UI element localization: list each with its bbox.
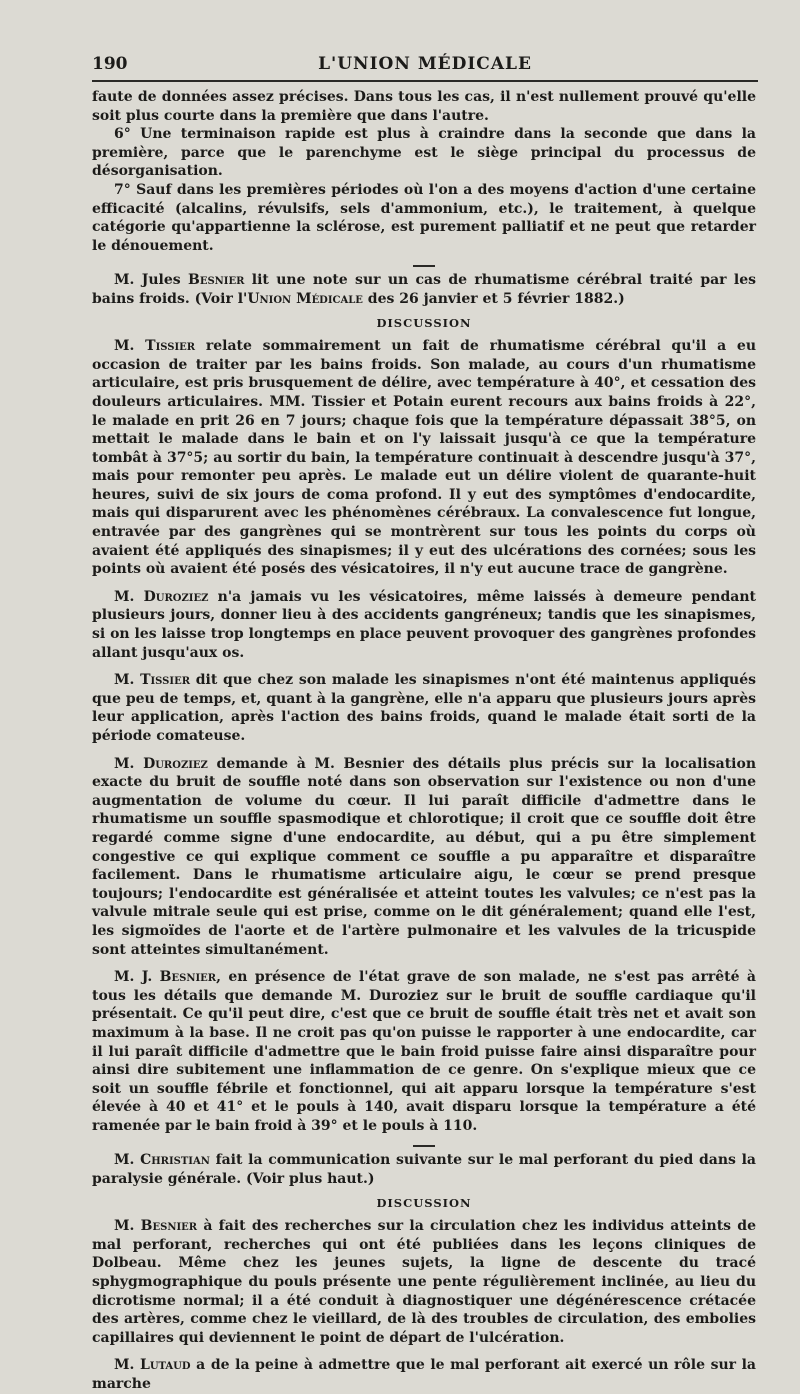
- paragraph-conclusion-7: 7° Sauf dans les premières périodes où l'on a des moyens d'action d'une certaine efficacité (alcalins, révulsifs, sels d'ammonium, etc.), le traitement, à quelque catégorie qu'appartienne la sclérose, est purement palliatif et ne peut que retarder le dénouement.: [92, 181, 756, 254]
- paragraph-duroziez-question: [92, 755, 756, 960]
- speaker-name: Lutaud: [139, 1357, 191, 1374]
- paragraph-tissier-reply: [92, 671, 756, 745]
- speaker-name: Besnier: [187, 272, 245, 289]
- paragraph-besnier-reply: [92, 968, 756, 1135]
- discussion-heading: DISCUSSION: [376, 1195, 472, 1210]
- speaker-prefix: M.: [114, 1357, 140, 1374]
- paragraph-conclusion-6: 6° Une terminaison rapide est plus à craindre dans la seconde que dans la première, parce que le parenchyme est le siège principal du processus de désorganisation.: [92, 126, 756, 180]
- paragraph-text: lit une note sur un cas de rhumatisme cérébral traité par les bains froids. (Voir l': [92, 272, 757, 307]
- journal-title: L'UNION MÉDICALE: [318, 54, 532, 74]
- speaker-name: Besnier: [140, 1218, 198, 1235]
- paragraph-1: faute de données assez précises. Dans tous les cas, il n'est nullement prouvé qu'elle soit plus courte dans la première que dans l'autre.: [92, 89, 756, 124]
- speaker-prefix: M.: [114, 672, 141, 689]
- article-body: [92, 88, 756, 1394]
- discussion-heading: DISCUSSION: [376, 315, 472, 330]
- speaker-prefix: M.: [114, 1218, 141, 1235]
- speaker-prefix: M.: [114, 338, 146, 355]
- speaker-name: Christian: [140, 1152, 210, 1169]
- paragraph-text: des 26 janvier et 5 février 1882.): [362, 290, 625, 307]
- paragraph-lutaud: [92, 1356, 756, 1393]
- speaker-prefix: M. Jules: [114, 272, 188, 289]
- paragraph-text: fait la communication suivante sur le mal perforant du pied dans la paralysie générale. (Voir plus haut.): [92, 1152, 756, 1188]
- paragraph-text: n'a jamais vu les vésicatoires, même laissés à demeure pendant plusieurs jours, donner lieu à des accidents gangréneux; tandis que les sinapismes, si on les laisse trop longtemps en place peuvent provoquer des gangrènes profondes allant jusqu'aux os.: [92, 588, 756, 661]
- section-separator: [413, 265, 435, 267]
- paragraph-text: relate sommairement un fait de rhumatisme cérébral qu'il a eu occasion de traiter par les bains froids. Son malade, au cours d'un rhumatisme articulaire, est pris brusquement de délire, avec température à 40°, et cessation des douleurs articulaires. MM. Tissier et Potain eurent recours aux bains froids à 22°, le malade en prit 26 en 7 jours; chaque fois que la température dépassait 38°5, on mettait le malade dans le bain et on l'y laissait jusqu'à ce que la température tombât à 37°5; au sortir du bain, la température continuait à descendre jusqu'à 37°, mais pour remonter peu après. Le malade eut un délire violent de quarante-huit heures, suivi de six jours de coma profond. Il y eut des symptômes d'endocardite, mais qui disparurent avec les phénomènes cérébraux. La convalescence fut longue, entravée par des gangrènes qui se montrèrent sur tous les points du corps où avaient été appliqués des sinapismes; il y eut des ulcérations des cornées; sous les points où avaient été posés des vésicatoires, il n'y eut aucune trace de gangrène.: [92, 338, 756, 578]
- speaker-name: Tissier: [145, 338, 196, 355]
- paragraph-duroziez: [92, 588, 756, 662]
- speaker-name: Tissier: [140, 672, 191, 689]
- paragraph-besnier-circulation: [92, 1217, 756, 1347]
- section-separator: [413, 1145, 435, 1147]
- speaker-name: Duroziez: [143, 755, 208, 772]
- paragraph-text: à fait des recherches sur la circulation chez les individus atteints de mal perforant, recherches qui ont été publiées dans les leçons cliniques de Dolbeau. Même chez les jeunes sujets, la ligne de descente du tracé sphygmographique du pouls présente une pente régulièrement inclinée, au lieu du dicrotisme normal; il a été conduit à diagnostiquer une dégénérescence crétacée des artères, comme chez le vieillard, de là des troubles de circulation, des embolies capillaires qui deviennent le point de départ de l'ulcération.: [92, 1218, 756, 1346]
- speaker-prefix: M.: [114, 1152, 141, 1169]
- paragraph-tissier: [92, 337, 756, 579]
- paragraph-besnier-note: [92, 271, 756, 308]
- speaker-prefix: M. J.: [114, 969, 160, 986]
- running-head: [92, 50, 758, 82]
- speaker-name: Duroziez: [143, 588, 209, 605]
- paragraph-text: dit que chez son malade les sinapismes n'ont été maintenus appliqués que peu de temps, et, quant à la gangrène, elle n'a apparu que plusieurs jours après leur application, après l'action des bains froids, quand le malade était sorti de la période comateuse.: [92, 672, 756, 744]
- paragraph-text: a de la peine à admettre que le mal perforant ait exercé un rôle sur la marche: [92, 1357, 756, 1392]
- page-number: 190: [92, 54, 128, 74]
- speaker-prefix: M.: [114, 755, 144, 772]
- paragraph-christian: [92, 1151, 756, 1188]
- paragraph-text: demande à M. Besnier des détails plus précis sur la localisation exacte du bruit de souffle noté dans son observation sur l'existence ou non d'une augmentation de volume du cœur. Il lui paraît difficile d'admettre dans le rhumatisme un souffle spasmodique et chlorotique; il croit que ce souffle doit être regardé comme signe d'une endocardite, au début, qui a pu être simplement congestive ce qui explique comment ce souffle a pu apparaître et disparaître facilement. Dans le rhumatisme articulaire aigu, le cœur se prend presque toujours; l'endocardite est généralisée et atteint toutes les valvules; ce n'est pas la valvule mitrale seule qui est prise, comme on le dit généralement; quand elle l'est, les sigmoïdes de l'aorte et de l'artère pulmonaire et les valvules de la tricuspide sont atteintes simultanément.: [92, 755, 756, 958]
- journal-reference: Union Médicale: [247, 290, 363, 307]
- speaker-prefix: M.: [114, 588, 144, 605]
- paragraph-text: , en présence de l'état grave de son malade, ne s'est pas arrêté à tous les détails que demande M. Duroziez sur le bruit de souffle cardiaque qu'il présentait. Ce qu'il peut dire, c'est que ce bruit de souffle était très net et avait son maximum à la base. Il ne croit pas qu'on puisse le rapporter à une endocardite, car il lui paraît difficile d'admettre que le bain froid puisse faire ainsi disparaître pour ainsi dire subitement une inflammation de ce genre. On s'explique mieux que ce soit un souffle fébrile et fonctionnel, qui ait apparu lorsque la température s'est élevée à 40 et 41° et le pouls à 140, avait disparu lorsque la température a été ramenée par le bain froid à 39° et le pouls à 110.: [92, 969, 757, 1134]
- speaker-name: Besnier: [159, 969, 217, 986]
